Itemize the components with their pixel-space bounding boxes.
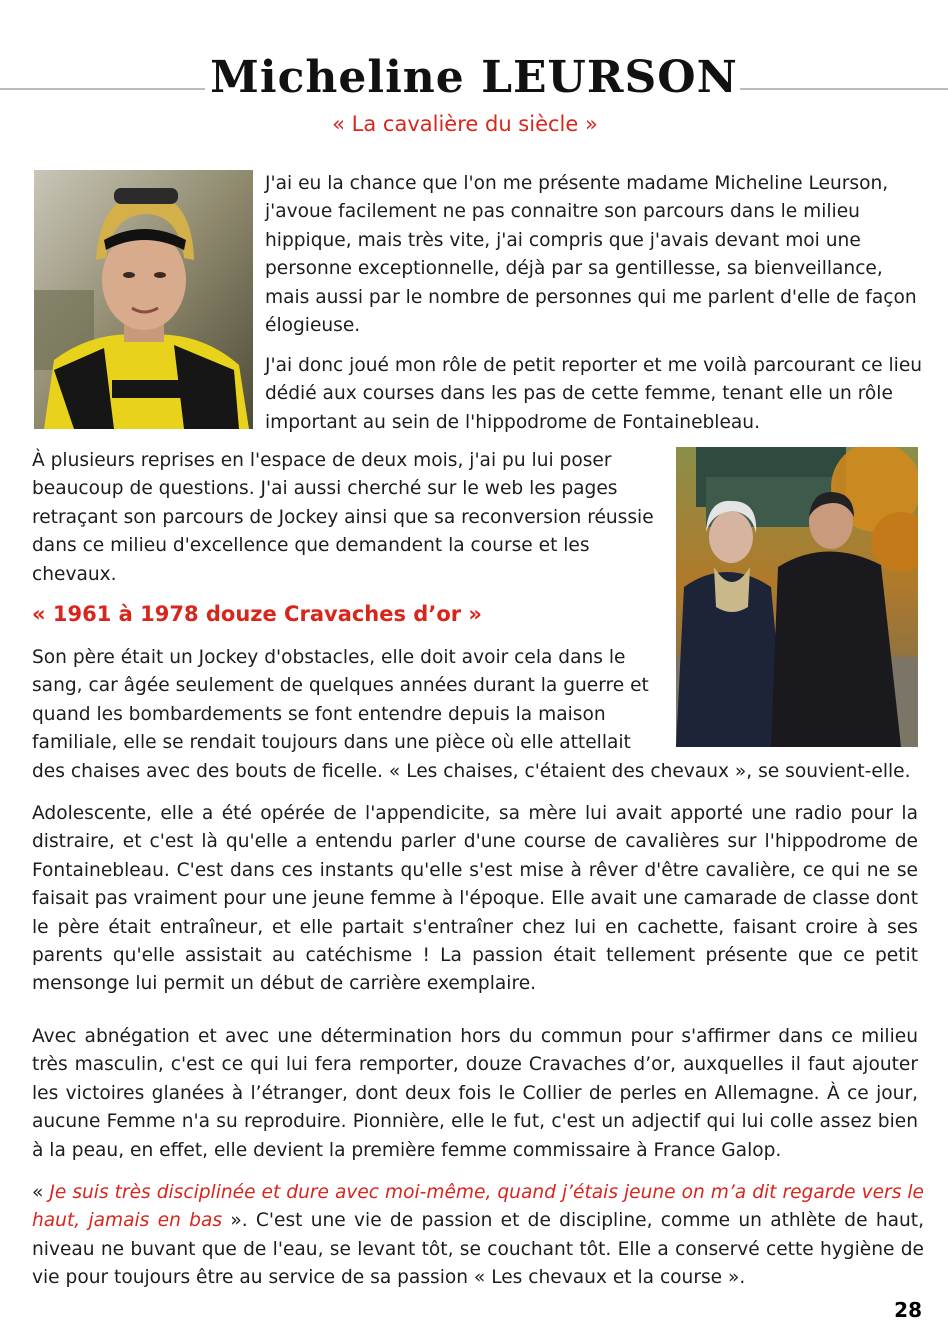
page-title: Micheline LEURSON [210,52,738,103]
page-number: 28 [894,1298,922,1322]
quote-text: Je suis très disciplinée et dure avec moi-même, quand j’étais jeune on m’a dit regarde vers le haut, jamais en bas [32,1182,924,1232]
title-rule-right [740,88,948,90]
research-paragraph: À plusieurs reprises en l'espace de deux mois, j'ai pu lui poser beaucoup de questions. J'ai aussi cherché sur le web les pages retraçant son parcours de Jockey ainsi que sa reconversion réussie dans ce milieu d'excellence que demandent la course et les chevaux. [32,450,654,585]
intro-paragraph: J'ai eu la chance que l'on me présente madame Micheline Leurson, j'avoue facilement ne pas connaitre son parcours dans le milieu hippique, mais très vite, j'ai compris que j'avais devant moi une personne exceptionnelle, déjà par sa gentillesse, sa bienveillance, mais aussi par le nombre de personnes qui me parlent d'elle de façon élogieuse. [265,173,917,337]
quote-open-mark: « [32,1182,50,1203]
page-subtitle: « La cavalière du siècle » [332,112,598,136]
quote-paragraph [32,1179,924,1293]
meeting-photo [676,447,918,747]
childhood-paragraph: Son père était un Jockey d'obstacles, elle doit avoir cela dans le sang, car âgée seulement de quelques années durant la guerre et quand les bombardements se font entendre depuis la maison familiale, elle se rendait toujours dans une pièce où elle attellait [32,647,649,754]
jockey-portrait-photo [34,170,253,429]
childhood-paragraph-end: des chaises avec des bouts de ficelle. « Les chaises, c'étaient des chevaux », se souvient-elle. [32,761,911,782]
career-paragraph: Avec abnégation et avec une détermination hors du commun pour s'affirmer dans ce milieu très masculin, c'est ce qui lui fera remporter, douze Cravaches d’or, auxquelles il faut ajouter les victoires glanées à l’étranger, dont deux fois le Collier de perles en Allemagne. À ce jour, aucune Femme n'a su reproduire. Pionnière, elle le fut, c'est un adjectif qui lui colle assez bien à la peau, en effet, elle devient la première femme commissaire à France Galop. [32,1026,918,1161]
title-rule-left [0,88,205,90]
quote-rest: ». C'est une vie de passion et de discipline, comme un athlète de haut, niveau ne buvant que de l'eau, se levant tôt, se couchant tôt. Elle a conservé cette hygiène de vie pour toujours être au service de sa passion « Les chevaux et la course ». [32,1210,924,1289]
reporter-paragraph: J'ai donc joué mon rôle de petit reporter et me voilà parcourant ce lieu dédié aux courses dans les pas de cette femme, tenant elle un rôle important au sein de l'hippodrome de Fontainebleau. [265,355,923,433]
section-heading: « 1961 à 1978 douze Cravaches d’or » [32,602,482,626]
adolescence-paragraph: Adolescente, elle a été opérée de l'appendicite, sa mère lui avait apporté une radio pour la distraire, et c'est là qu'elle a entendu parler d'une course de cavalières sur l'hippodrome de Fontainebleau. C'est dans ces instants qu'elle s'est mise à rêver d'être cavalière, ce qui ne se faisait pas vraiment pour une jeune femme à l'époque. Elle avait une camarade de classe dont le père était entraîneur, et elle partait s'entraîner chez lui en cachette, faisant croire à ses parents qu'elle assistait au catéchisme ! La passion était tellement présente que ce petit mensonge lui permit un début de carrière exemplaire. [32,803,918,995]
